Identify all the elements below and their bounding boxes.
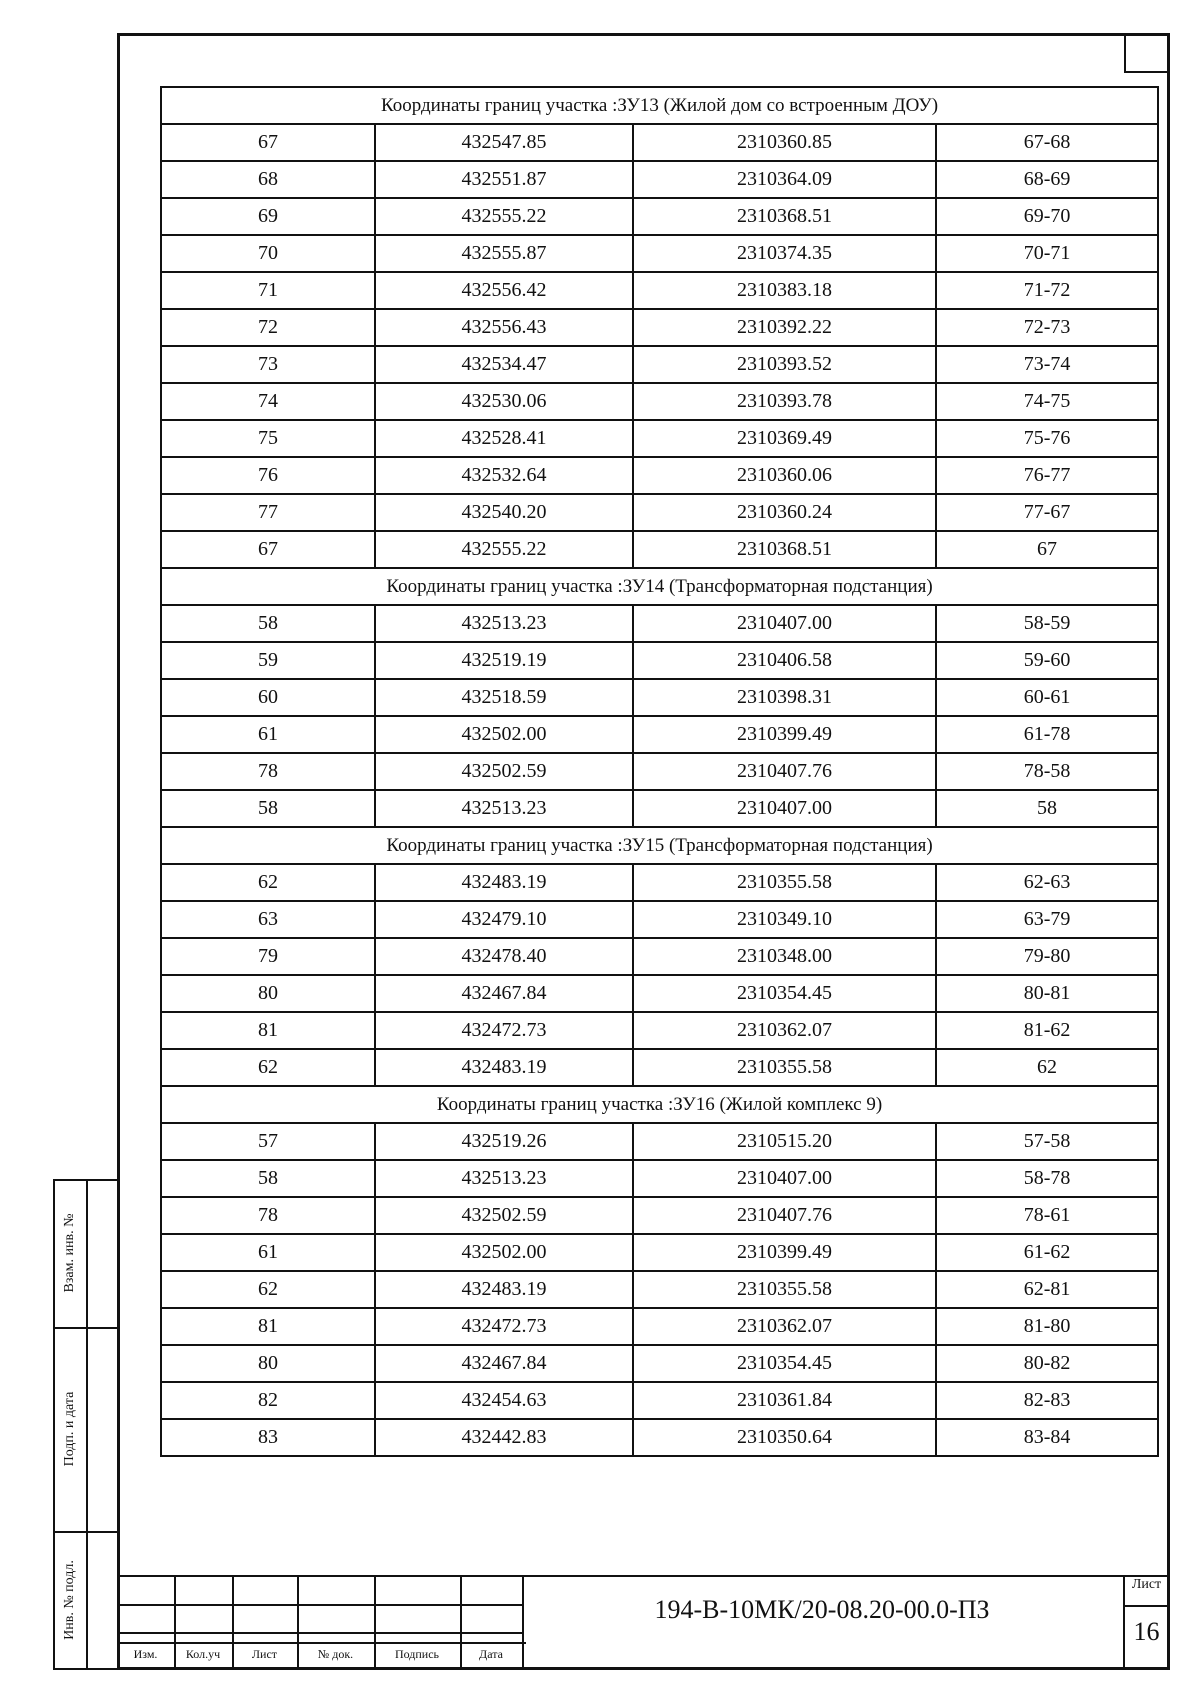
x-coordinate-cell: 432555.22 xyxy=(375,531,633,568)
point-number-cell: 71 xyxy=(161,272,375,309)
table-row xyxy=(161,272,1158,309)
y-coordinate-cell: 2310515.20 xyxy=(633,1123,936,1160)
x-coordinate-cell: 432556.43 xyxy=(375,309,633,346)
point-number-cell: 77 xyxy=(161,494,375,531)
section-title: Координаты границ участка :ЗУ14 (Трансформаторная подстанция) xyxy=(161,568,1158,605)
coordinates-table xyxy=(160,86,1159,1457)
segment-cell: 61-62 xyxy=(936,1234,1158,1271)
point-number-cell: 61 xyxy=(161,716,375,753)
table-row xyxy=(161,1123,1158,1160)
point-number-cell: 70 xyxy=(161,235,375,272)
point-number-cell: 58 xyxy=(161,605,375,642)
x-coordinate-cell: 432483.19 xyxy=(375,1049,633,1086)
segment-cell: 75-76 xyxy=(936,420,1158,457)
segment-cell: 60-61 xyxy=(936,679,1158,716)
y-coordinate-cell: 2310355.58 xyxy=(633,864,936,901)
point-number-cell: 58 xyxy=(161,790,375,827)
table-row xyxy=(161,198,1158,235)
x-coordinate-cell: 432555.22 xyxy=(375,198,633,235)
section-title: Координаты границ участка :ЗУ16 (Жилой комплекс 9) xyxy=(161,1086,1158,1123)
point-number-cell: 63 xyxy=(161,901,375,938)
y-coordinate-cell: 2310374.35 xyxy=(633,235,936,272)
table-row xyxy=(161,642,1158,679)
point-number-cell: 83 xyxy=(161,1419,375,1456)
segment-cell: 80-82 xyxy=(936,1345,1158,1382)
stamp-top-line xyxy=(117,1575,1170,1577)
segment-cell: 73-74 xyxy=(936,346,1158,383)
x-coordinate-cell: 432483.19 xyxy=(375,1271,633,1308)
y-coordinate-cell: 2310398.31 xyxy=(633,679,936,716)
x-coordinate-cell: 432483.19 xyxy=(375,864,633,901)
x-coordinate-cell: 432547.85 xyxy=(375,124,633,161)
corner-box xyxy=(1124,33,1170,73)
y-coordinate-cell: 2310368.51 xyxy=(633,531,936,568)
section-header-row xyxy=(161,568,1158,605)
segment-cell: 83-84 xyxy=(936,1419,1158,1456)
y-coordinate-cell: 2310393.78 xyxy=(633,383,936,420)
y-coordinate-cell: 2310392.22 xyxy=(633,309,936,346)
side-strip-inner-column xyxy=(86,1179,117,1670)
point-number-cell: 62 xyxy=(161,1049,375,1086)
segment-cell: 58 xyxy=(936,790,1158,827)
table-row xyxy=(161,1160,1158,1197)
y-coordinate-cell: 2310355.58 xyxy=(633,1271,936,1308)
x-coordinate-cell: 432478.40 xyxy=(375,938,633,975)
segment-cell: 77-67 xyxy=(936,494,1158,531)
segment-cell: 74-75 xyxy=(936,383,1158,420)
point-number-cell: 60 xyxy=(161,679,375,716)
stamp-caption-doc: № док. xyxy=(317,1647,354,1661)
table-row xyxy=(161,901,1158,938)
sheet-cell-line xyxy=(1123,1605,1170,1607)
segment-cell: 63-79 xyxy=(936,901,1158,938)
table-row xyxy=(161,420,1158,457)
side-strip-divider xyxy=(53,1327,117,1329)
point-number-cell: 67 xyxy=(161,124,375,161)
point-number-cell: 80 xyxy=(161,975,375,1012)
segment-cell: 80-81 xyxy=(936,975,1158,1012)
y-coordinate-cell: 2310360.85 xyxy=(633,124,936,161)
stamp-caption-izm: Изм. xyxy=(133,1647,158,1661)
table-row xyxy=(161,124,1158,161)
x-coordinate-cell: 432442.83 xyxy=(375,1419,633,1456)
segment-cell: 71-72 xyxy=(936,272,1158,309)
x-coordinate-cell: 432502.59 xyxy=(375,1197,633,1234)
section-title: Координаты границ участка :ЗУ13 (Жилой дом со встроенным ДОУ) xyxy=(161,87,1158,124)
y-coordinate-cell: 2310407.00 xyxy=(633,790,936,827)
segment-cell: 69-70 xyxy=(936,198,1158,235)
table-row xyxy=(161,1197,1158,1234)
point-number-cell: 62 xyxy=(161,1271,375,1308)
point-number-cell: 82 xyxy=(161,1382,375,1419)
table-row xyxy=(161,938,1158,975)
table-row xyxy=(161,457,1158,494)
segment-cell: 67 xyxy=(936,531,1158,568)
x-coordinate-cell: 432519.19 xyxy=(375,642,633,679)
y-coordinate-cell: 2310393.52 xyxy=(633,346,936,383)
point-number-cell: 58 xyxy=(161,1160,375,1197)
y-coordinate-cell: 2310362.07 xyxy=(633,1308,936,1345)
segment-cell: 76-77 xyxy=(936,457,1158,494)
x-coordinate-cell: 432513.23 xyxy=(375,1160,633,1197)
x-coordinate-cell: 432479.10 xyxy=(375,901,633,938)
segment-cell: 70-71 xyxy=(936,235,1158,272)
x-coordinate-cell: 432556.42 xyxy=(375,272,633,309)
x-coordinate-cell: 432513.23 xyxy=(375,790,633,827)
stamp-row-line xyxy=(117,1632,524,1634)
segment-cell: 62-81 xyxy=(936,1271,1158,1308)
segment-cell: 81-62 xyxy=(936,1012,1158,1049)
stamp-caption-data: Дата xyxy=(479,1647,503,1661)
segment-cell: 61-78 xyxy=(936,716,1158,753)
y-coordinate-cell: 2310399.49 xyxy=(633,716,936,753)
stamp-row-line xyxy=(117,1642,526,1644)
point-number-cell: 57 xyxy=(161,1123,375,1160)
segment-cell: 62-63 xyxy=(936,864,1158,901)
table-row xyxy=(161,1308,1158,1345)
y-coordinate-cell: 2310350.64 xyxy=(633,1419,936,1456)
table-row xyxy=(161,605,1158,642)
table-row xyxy=(161,235,1158,272)
y-coordinate-cell: 2310407.00 xyxy=(633,605,936,642)
x-coordinate-cell: 432555.87 xyxy=(375,235,633,272)
table-row xyxy=(161,1049,1158,1086)
y-coordinate-cell: 2310349.10 xyxy=(633,901,936,938)
segment-cell: 72-73 xyxy=(936,309,1158,346)
stamp-caption-podpis: Подпись xyxy=(394,1647,440,1661)
x-coordinate-cell: 432502.00 xyxy=(375,1234,633,1271)
table-row xyxy=(161,1345,1158,1382)
point-number-cell: 67 xyxy=(161,531,375,568)
stamp-row-line xyxy=(117,1604,524,1606)
table-row xyxy=(161,309,1158,346)
segment-cell: 58-59 xyxy=(936,605,1158,642)
point-number-cell: 68 xyxy=(161,161,375,198)
x-coordinate-cell: 432528.41 xyxy=(375,420,633,457)
sheet-number: 16 xyxy=(1133,1617,1160,1646)
point-number-cell: 73 xyxy=(161,346,375,383)
segment-cell: 67-68 xyxy=(936,124,1158,161)
segment-cell: 59-60 xyxy=(936,642,1158,679)
y-coordinate-cell: 2310369.49 xyxy=(633,420,936,457)
point-number-cell: 81 xyxy=(161,1308,375,1345)
table-row xyxy=(161,679,1158,716)
y-coordinate-cell: 2310360.06 xyxy=(633,457,936,494)
x-coordinate-cell: 432513.23 xyxy=(375,605,633,642)
y-coordinate-cell: 2310362.07 xyxy=(633,1012,936,1049)
document-number: 194-В-10МК/20-08.20-00.0-ПЗ xyxy=(654,1595,990,1624)
table-row xyxy=(161,864,1158,901)
segment-cell: 79-80 xyxy=(936,938,1158,975)
table-row xyxy=(161,1234,1158,1271)
section-title: Координаты границ участка :ЗУ15 (Трансформаторная подстанция) xyxy=(161,827,1158,864)
point-number-cell: 81 xyxy=(161,1012,375,1049)
point-number-cell: 59 xyxy=(161,642,375,679)
section-header-row xyxy=(161,87,1158,124)
y-coordinate-cell: 2310348.00 xyxy=(633,938,936,975)
table-row xyxy=(161,716,1158,753)
table-row xyxy=(161,494,1158,531)
y-coordinate-cell: 2310407.00 xyxy=(633,1160,936,1197)
y-coordinate-cell: 2310383.18 xyxy=(633,272,936,309)
y-coordinate-cell: 2310355.58 xyxy=(633,1049,936,1086)
table-row xyxy=(161,1382,1158,1419)
x-coordinate-cell: 432454.63 xyxy=(375,1382,633,1419)
segment-cell: 62 xyxy=(936,1049,1158,1086)
y-coordinate-cell: 2310407.76 xyxy=(633,753,936,790)
x-coordinate-cell: 432467.84 xyxy=(375,1345,633,1382)
table-row xyxy=(161,1419,1158,1456)
x-coordinate-cell: 432472.73 xyxy=(375,1012,633,1049)
x-coordinate-cell: 432519.26 xyxy=(375,1123,633,1160)
point-number-cell: 62 xyxy=(161,864,375,901)
x-coordinate-cell: 432502.59 xyxy=(375,753,633,790)
y-coordinate-cell: 2310364.09 xyxy=(633,161,936,198)
y-coordinate-cell: 2310406.58 xyxy=(633,642,936,679)
x-coordinate-cell: 432530.06 xyxy=(375,383,633,420)
side-strip-divider xyxy=(53,1531,117,1533)
point-number-cell: 75 xyxy=(161,420,375,457)
segment-cell: 81-80 xyxy=(936,1308,1158,1345)
x-coordinate-cell: 432467.84 xyxy=(375,975,633,1012)
point-number-cell: 76 xyxy=(161,457,375,494)
y-coordinate-cell: 2310399.49 xyxy=(633,1234,936,1271)
segment-cell: 58-78 xyxy=(936,1160,1158,1197)
segment-cell: 82-83 xyxy=(936,1382,1158,1419)
table-row xyxy=(161,161,1158,198)
y-coordinate-cell: 2310361.84 xyxy=(633,1382,936,1419)
point-number-cell: 74 xyxy=(161,383,375,420)
table-row xyxy=(161,383,1158,420)
x-coordinate-cell: 432502.00 xyxy=(375,716,633,753)
table-row xyxy=(161,753,1158,790)
x-coordinate-cell: 432532.64 xyxy=(375,457,633,494)
y-coordinate-cell: 2310360.24 xyxy=(633,494,936,531)
stamp-caption-list: Лист xyxy=(251,1647,278,1661)
x-coordinate-cell: 432518.59 xyxy=(375,679,633,716)
point-number-cell: 78 xyxy=(161,753,375,790)
segment-cell: 78-61 xyxy=(936,1197,1158,1234)
table-row xyxy=(161,1012,1158,1049)
section-header-row xyxy=(161,1086,1158,1123)
y-coordinate-cell: 2310407.76 xyxy=(633,1197,936,1234)
segment-cell: 78-58 xyxy=(936,753,1158,790)
point-number-cell: 78 xyxy=(161,1197,375,1234)
point-number-cell: 80 xyxy=(161,1345,375,1382)
segment-cell: 57-58 xyxy=(936,1123,1158,1160)
table-row xyxy=(161,346,1158,383)
section-header-row xyxy=(161,827,1158,864)
table-row xyxy=(161,1271,1158,1308)
table-row xyxy=(161,975,1158,1012)
table-row xyxy=(161,531,1158,568)
point-number-cell: 72 xyxy=(161,309,375,346)
point-number-cell: 61 xyxy=(161,1234,375,1271)
sheet-label: Лист xyxy=(1131,1577,1162,1592)
point-number-cell: 79 xyxy=(161,938,375,975)
y-coordinate-cell: 2310368.51 xyxy=(633,198,936,235)
y-coordinate-cell: 2310354.45 xyxy=(633,975,936,1012)
y-coordinate-cell: 2310354.45 xyxy=(633,1345,936,1382)
stamp-caption-kol-uch: Кол.уч xyxy=(185,1647,221,1661)
x-coordinate-cell: 432551.87 xyxy=(375,161,633,198)
table-row xyxy=(161,790,1158,827)
point-number-cell: 69 xyxy=(161,198,375,235)
title-block xyxy=(117,1575,1170,1670)
x-coordinate-cell: 432472.73 xyxy=(375,1308,633,1345)
x-coordinate-cell: 432540.20 xyxy=(375,494,633,531)
segment-cell: 68-69 xyxy=(936,161,1158,198)
x-coordinate-cell: 432534.47 xyxy=(375,346,633,383)
